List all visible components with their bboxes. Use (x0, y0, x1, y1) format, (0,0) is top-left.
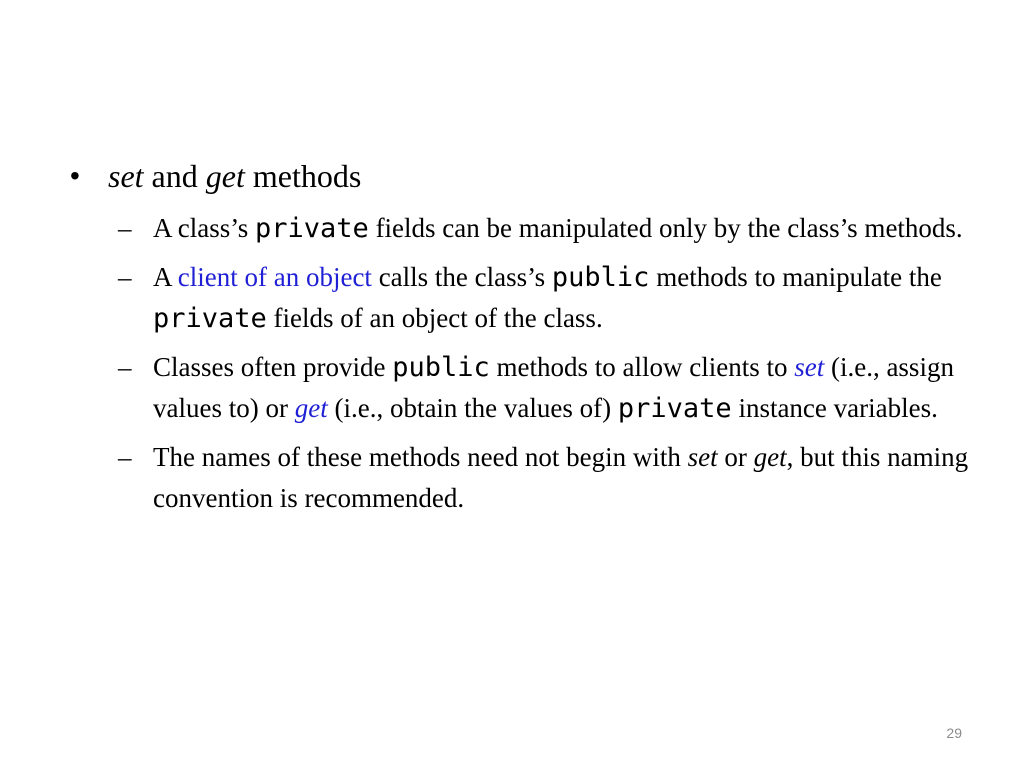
get-term: get (753, 442, 787, 472)
main-bullet-text (108, 156, 361, 196)
list-item (118, 208, 978, 249)
code-keyword-private: private (255, 213, 369, 244)
set-term: set (794, 352, 825, 382)
text-segment: A (153, 262, 178, 292)
text-segment: , but this naming convention is recommended. (153, 442, 969, 513)
text-segment: calls the class’s (371, 262, 552, 292)
list-item-text (153, 437, 978, 519)
dash-marker: – (118, 262, 132, 292)
page-number: 29 (946, 725, 962, 741)
dash-marker: – (118, 442, 132, 472)
code-keyword-private: private (153, 303, 267, 334)
dash-marker: – (118, 352, 132, 382)
set-term: set (687, 442, 718, 472)
code-keyword-private: private (617, 393, 732, 424)
text-segment: methods to allow clients to (489, 352, 795, 382)
text-segment: or (717, 442, 754, 472)
bullet-marker: • (70, 160, 80, 191)
text-segment: (i.e., assign values to) or (153, 352, 954, 423)
list-item-text (153, 208, 978, 249)
list-item (118, 437, 978, 519)
list-item-text (153, 257, 978, 339)
methods-word: methods (252, 158, 362, 194)
code-keyword-public: public (392, 352, 490, 383)
text-segment: (i.e., obtain the values of) (327, 393, 618, 423)
get-term: get (205, 158, 245, 194)
text-segment: Classes often provide (153, 352, 393, 382)
dash-marker: – (118, 213, 132, 243)
text-segment: fields can be manipulated only by the class’s methods. (368, 213, 963, 243)
text-segment: methods to manipulate the (649, 262, 942, 292)
set-term: set (108, 158, 144, 194)
list-item (118, 257, 978, 339)
get-term: get (294, 393, 328, 423)
text-segment: A class’s (153, 213, 256, 243)
text-segment: fields of an object of the class. (266, 303, 603, 333)
text-segment: The names of these methods need not begin with (153, 442, 688, 472)
list-item (118, 347, 978, 429)
main-bullet (70, 156, 361, 196)
code-keyword-public: public (551, 262, 650, 293)
and-word: and (151, 158, 198, 194)
text-segment: instance variables. (731, 393, 938, 423)
sub-bullet-list (118, 208, 978, 527)
client-of-an-object-term: client of an object (177, 262, 372, 292)
list-item-text (153, 347, 978, 429)
